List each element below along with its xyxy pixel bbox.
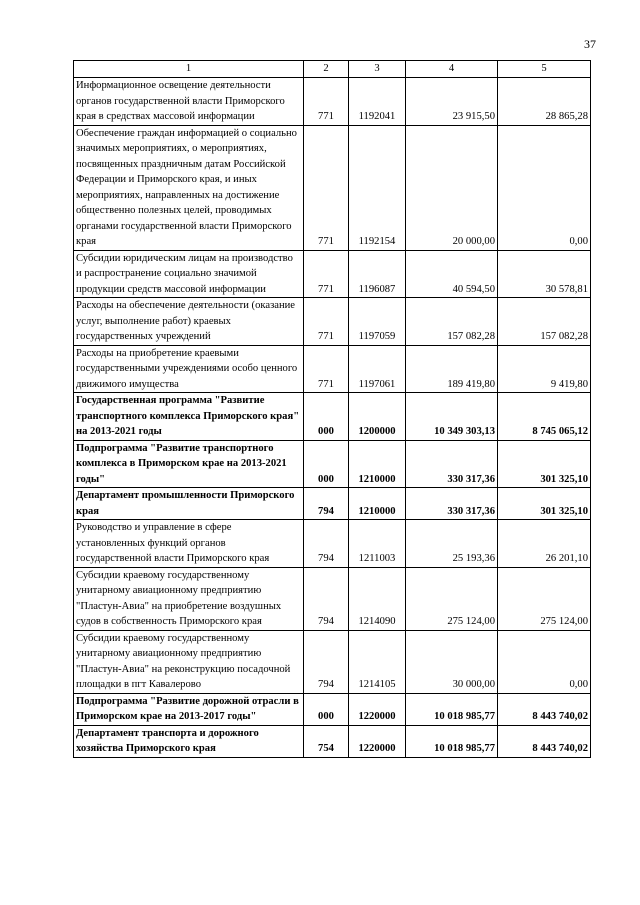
table-row (74, 725, 591, 757)
row-amount-2: 9 419,80 (498, 345, 591, 393)
row-target-code: 1214105 (349, 630, 406, 693)
header-col-4: 4 (406, 61, 498, 78)
row-amount-2: 8 443 740,02 (498, 725, 591, 757)
row-target-code: 1196087 (349, 250, 406, 298)
row-amount-2: 301 325,10 (498, 440, 591, 488)
row-admin-code: 794 (304, 567, 349, 630)
row-amount-1: 330 317,36 (406, 488, 498, 520)
table-row (74, 345, 591, 393)
row-amount-1: 189 419,80 (406, 345, 498, 393)
table-row (74, 298, 591, 346)
row-amount-2: 0,00 (498, 630, 591, 693)
row-name: Государственная программа "Развитие транспортного комплекса Приморского края" на 2013-2021 годы (74, 393, 304, 441)
row-name: Субсидии краевому государственному унитарному авиационному предприятию "Пластун-Авиа" на реконструкцию посадочной площадки в пгт Кавалерово (74, 630, 304, 693)
table-row (74, 693, 591, 725)
row-amount-1: 30 000,00 (406, 630, 498, 693)
row-amount-1: 275 124,00 (406, 567, 498, 630)
row-name: Информационное освещение деятельности органов государственной власти Приморского края в средствах массовой информации (74, 78, 304, 126)
row-admin-code: 794 (304, 520, 349, 568)
table-row (74, 440, 591, 488)
row-amount-2: 26 201,10 (498, 520, 591, 568)
row-amount-1: 157 082,28 (406, 298, 498, 346)
row-admin-code: 000 (304, 440, 349, 488)
row-name: Расходы на приобретение краевыми государственными учреждениями особо ценного движимого имущества (74, 345, 304, 393)
row-amount-1: 330 317,36 (406, 440, 498, 488)
row-target-code: 1214090 (349, 567, 406, 630)
row-admin-code: 771 (304, 298, 349, 346)
row-amount-1: 23 915,50 (406, 78, 498, 126)
row-target-code: 1220000 (349, 693, 406, 725)
row-target-code: 1192154 (349, 125, 406, 250)
row-name: Обеспечение граждан информацией о социально значимых мероприятиях, о мероприятиях, посвященных праздничным датам Российской Федерации и Приморского края, и иных мероприятиях, направленных на достижение общественно полезных целей, проводимых органами государственной власти Приморского края (74, 125, 304, 250)
row-admin-code: 000 (304, 393, 349, 441)
row-admin-code: 000 (304, 693, 349, 725)
page-number: 37 (584, 37, 596, 51)
row-amount-2: 157 082,28 (498, 298, 591, 346)
row-amount-2: 28 865,28 (498, 78, 591, 126)
row-admin-code: 794 (304, 630, 349, 693)
row-target-code: 1197059 (349, 298, 406, 346)
table-row (74, 125, 591, 250)
row-name: Департамент транспорта и дорожного хозяйства Приморского края (74, 725, 304, 757)
row-target-code: 1210000 (349, 488, 406, 520)
table-row (74, 520, 591, 568)
row-target-code: 1197061 (349, 345, 406, 393)
row-admin-code: 771 (304, 125, 349, 250)
row-amount-2: 30 578,81 (498, 250, 591, 298)
row-target-code: 1200000 (349, 393, 406, 441)
header-col-3: 3 (349, 61, 406, 78)
row-amount-2: 301 325,10 (498, 488, 591, 520)
row-admin-code: 771 (304, 78, 349, 126)
row-amount-1: 20 000,00 (406, 125, 498, 250)
table-row (74, 567, 591, 630)
row-amount-1: 40 594,50 (406, 250, 498, 298)
row-target-code: 1220000 (349, 725, 406, 757)
row-admin-code: 794 (304, 488, 349, 520)
row-amount-1: 25 193,36 (406, 520, 498, 568)
row-name: Департамент промышленности Приморского края (74, 488, 304, 520)
header-row (74, 61, 591, 78)
row-admin-code: 771 (304, 345, 349, 393)
table-row (74, 250, 591, 298)
row-admin-code: 754 (304, 725, 349, 757)
row-amount-2: 8 745 065,12 (498, 393, 591, 441)
table-row (74, 78, 591, 126)
header-col-1: 1 (74, 61, 304, 78)
header-col-5: 5 (498, 61, 591, 78)
row-amount-1: 10 018 985,77 (406, 725, 498, 757)
row-amount-2: 8 443 740,02 (498, 693, 591, 725)
budget-table (73, 60, 591, 758)
table-row (74, 393, 591, 441)
row-target-code: 1210000 (349, 440, 406, 488)
table-row (74, 488, 591, 520)
row-name: Подпрограмма "Развитие дорожной отрасли в Приморском крае на 2013-2017 годы" (74, 693, 304, 725)
row-amount-1: 10 349 303,13 (406, 393, 498, 441)
table-row (74, 630, 591, 693)
row-name: Руководство и управление в сфере установленных функций органов государственной власти Приморского края (74, 520, 304, 568)
row-admin-code: 771 (304, 250, 349, 298)
row-name: Субсидии краевому государственному унитарному авиационному предприятию "Пластун-Авиа" на приобретение воздушных судов в собственность Приморского края (74, 567, 304, 630)
row-name: Подпрограмма "Развитие транспортного комплекса в Приморском крае на 2013-2021 годы" (74, 440, 304, 488)
header-col-2: 2 (304, 61, 349, 78)
row-target-code: 1211003 (349, 520, 406, 568)
row-amount-2: 275 124,00 (498, 567, 591, 630)
row-amount-1: 10 018 985,77 (406, 693, 498, 725)
row-target-code: 1192041 (349, 78, 406, 126)
row-name: Субсидии юридическим лицам на производство и распространение социально значимой продукции средств массовой информации (74, 250, 304, 298)
row-name: Расходы на обеспечение деятельности (оказание услуг, выполнение работ) краевых государственных учреждений (74, 298, 304, 346)
row-amount-2: 0,00 (498, 125, 591, 250)
